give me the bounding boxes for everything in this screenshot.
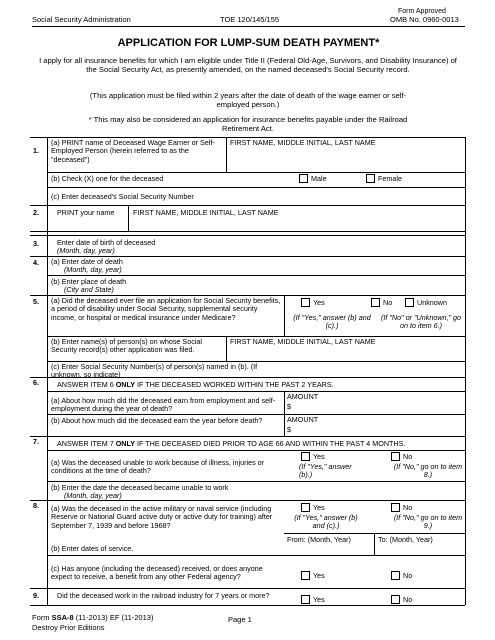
item-7a-yes-note: (If "Yes," answer (b).) — [299, 462, 352, 480]
other-record-name-field[interactable] — [227, 347, 464, 360]
form-rule — [47, 172, 465, 173]
page-title: APPLICATION FOR LUMP-SUM DEATH PAYMENT* — [117, 37, 380, 49]
form-rule — [284, 295, 285, 336]
footer-form-pre: Form — [32, 613, 52, 622]
service-from-field[interactable] — [285, 544, 373, 554]
item-7a-yes-checkbox[interactable] — [301, 452, 310, 461]
header-toe: TOE 120/145/155 — [220, 15, 280, 24]
service-to-field[interactable] — [375, 544, 464, 554]
female-label: Female — [378, 174, 402, 183]
item-4a-label: (a) Enter date of death — [51, 257, 123, 266]
item-7-instruction-pre: ANSWER ITEM 7 — [57, 439, 116, 448]
item-8c-label: (c) Has anyone (including the deceased) received, or does anyone expect to receive, a benefit from any other Federal agency? — [51, 564, 263, 582]
item-5a-unknown-label: Unknown — [417, 298, 447, 307]
form-rule — [30, 605, 465, 606]
form-rule — [30, 235, 465, 236]
applicant-name-field[interactable] — [129, 218, 464, 230]
header-rule — [32, 26, 465, 27]
intro-paragraph-3: * This may also be considered an application for insurance benefits payable under the Railroad Retirement Act. — [88, 115, 408, 133]
item-5a-yes-note: (If "Yes," answer (b) and (c).) — [293, 313, 371, 331]
item-8c-no-label: No — [403, 571, 413, 580]
item-6-instruction-only: ONLY — [115, 380, 136, 389]
item-8c-yes-checkbox[interactable] — [301, 571, 310, 580]
item-5a-yes-label: Yes — [313, 298, 325, 307]
item-6-number: 6. — [33, 378, 39, 387]
birth-date-field[interactable] — [240, 237, 464, 256]
form-rule — [30, 377, 465, 378]
item-5a-label: (a) Did the deceased ever file an application for Social Security benefits, a period of disability under Social Security, supplemental security income, or hospital or medical insurance under Medicare? — [51, 296, 281, 322]
footer-page: Page 1 — [228, 615, 252, 624]
item-8c-no-checkbox[interactable] — [391, 571, 400, 580]
item-7b-sub: (Month, day, year) — [64, 491, 122, 500]
item-8a-label: (a) Was the deceased in the active military or naval service (including Reserve or National Guard active duty or active duty for training) after September 7, 1939 and before 1968? — [51, 504, 273, 530]
item-9-number: 9. — [33, 591, 39, 600]
form-rule — [465, 137, 466, 605]
item-7a-no-note: (If "No," go on to item 8.) — [393, 462, 463, 480]
form-rule — [47, 391, 465, 392]
item-8a-yes-note: (If "Yes," answer (b) and (c).) — [294, 513, 358, 531]
deceased-name-field[interactable] — [227, 149, 464, 171]
item-7-instruction-post: IF THE DECEASED DIED PRIOR TO AGE 66 AND WITHIN THE PAST 4 MONTHS. — [135, 439, 406, 448]
item-7b-label: (b) Enter the date the deceased became unable to work — [51, 483, 229, 492]
item-9-yes-label: Yes — [313, 595, 325, 604]
item-6a-dollar: $ — [287, 402, 291, 411]
item-5a-no-note: (If "No" or "Unknown," go on to item 6.) — [380, 313, 462, 331]
item-6a-label: (a) About how much did the deceased earn from employment and self-employment during the year of death? — [51, 396, 276, 414]
service-to-label: To: (Month, Year) — [378, 535, 433, 544]
item-5a-unknown-checkbox[interactable] — [405, 298, 414, 307]
header-omb: OMB No. 0960-0013 — [390, 15, 459, 24]
item-3-number: 3. — [33, 239, 39, 248]
service-from-label: From: (Month, Year) — [287, 535, 351, 544]
item-1a-hint: FIRST NAME, MIDDLE INITIAL, LAST NAME — [230, 138, 376, 147]
item-9-label: Did the deceased work in the railroad industry for 7 years or more? — [57, 591, 270, 600]
item-5-number: 5. — [33, 297, 39, 306]
item-9-no-checkbox[interactable] — [391, 595, 400, 604]
item-4a-sub: (Month, day, year) — [64, 265, 122, 274]
item-6b-label: (b) About how much did the deceased earn the year before death? — [51, 416, 263, 425]
item-4b-sub: (City and State) — [64, 285, 114, 294]
item-7-instruction-only: ONLY — [115, 439, 136, 448]
item-6-instruction — [57, 381, 334, 389]
death-place-field[interactable] — [240, 276, 464, 294]
item-4b-label: (b) Enter place of death — [51, 277, 127, 286]
item-8a-no-label: No — [403, 503, 413, 512]
item-7a-no-checkbox[interactable] — [391, 452, 400, 461]
earnings-year-before-death-field[interactable] — [294, 424, 464, 435]
item-2-number: 2. — [33, 208, 39, 217]
item-7-number: 7. — [33, 437, 39, 446]
item-5b-hint: FIRST NAME, MIDDLE INITIAL, LAST NAME — [230, 337, 376, 346]
form-rule — [47, 137, 48, 605]
other-record-ssn-field[interactable] — [285, 362, 464, 376]
form-rule — [30, 231, 465, 232]
form-rule — [30, 588, 465, 589]
item-1c-label: (c) Enter deceased's Social Security Number — [51, 192, 194, 201]
form-rule — [47, 555, 465, 556]
item-9-yes-checkbox[interactable] — [301, 595, 310, 604]
item-3-sub: (Month, day, year) — [57, 246, 115, 255]
item-5b-label: (b) Enter name(s) of person(s) on whose Social Security record(s) other application was filed. — [51, 337, 203, 355]
item-1a-label: (a) PRINT name of Deceased Wage Earner or Self-Employed Person (herein referred to as the "deceased") — [51, 138, 215, 164]
item-1b-label: (b) Check (X) one for the deceased — [51, 174, 164, 183]
item-6a-amount-label: AMOUNT — [287, 392, 319, 401]
item-8c-yes-label: Yes — [313, 571, 325, 580]
item-7a-no-label: No — [403, 452, 413, 461]
intro-paragraph-1: I apply for all insurance benefits for which I am eligible under Title II (Federal Old-Age, Survivors, and Disability Insurance) of the Social Security Act, as presently amended, on the named deceased's Social Security record. — [39, 56, 457, 74]
item-8a-no-note: (If "No," go on to item 9.) — [393, 513, 463, 531]
item-5c-label: (c) Enter Social Security Number(s) of person(s) named in (b). (If unknown, so indicate) — [51, 362, 258, 380]
item-5a-yes-checkbox[interactable] — [301, 298, 310, 307]
item-6-instruction-post: IF THE DECEASED WORKED WITHIN THE PAST 2 YEARS. — [135, 380, 334, 389]
item-7-instruction — [57, 440, 405, 448]
footer-form-post: (11-2013) EF (11-2013) — [73, 613, 154, 622]
header-approved: Form Approved — [398, 8, 446, 15]
item-6b-amount-label: AMOUNT — [287, 415, 319, 424]
form-rule — [30, 500, 465, 501]
death-date-field[interactable] — [240, 257, 464, 274]
male-label: Male — [311, 174, 327, 183]
item-1-number: 1. — [33, 146, 39, 155]
footer-destroy: Destroy Prior Editions — [32, 623, 105, 632]
intro-paragraph-2: (This application must be filed within 2 years after the date of death of the wage earner or self-employed person.) — [89, 91, 407, 109]
form-rule — [47, 187, 465, 188]
item-3-label: Enter date of birth of deceased — [57, 238, 156, 247]
item-8a-yes-checkbox[interactable] — [301, 503, 310, 512]
item-7a-label: (a) Was the deceased unable to work because of illness, injuries or conditions at the time of death? — [51, 458, 265, 476]
earnings-year-of-death-field[interactable] — [294, 401, 464, 412]
item-8b-label: (b) Enter dates of service. — [51, 544, 134, 553]
header-agency: Social Security Administration — [32, 15, 131, 24]
unable-to-work-date-field[interactable] — [285, 482, 464, 499]
item-4-number: 4. — [33, 258, 39, 267]
footer-form-number: SSA-8 — [51, 613, 74, 622]
footer-form-id — [32, 614, 153, 623]
item-8a-no-checkbox[interactable] — [391, 503, 400, 512]
item-5a-no-label: No — [383, 298, 393, 307]
item-5a-no-checkbox[interactable] — [371, 298, 380, 307]
female-checkbox[interactable] — [366, 174, 375, 183]
form-rule — [47, 414, 465, 415]
form-rule — [30, 436, 465, 437]
item-9-no-label: No — [403, 595, 413, 604]
item-6b-dollar: $ — [287, 425, 291, 434]
item-7a-yes-label: Yes — [313, 452, 325, 461]
item-8-number: 8. — [33, 501, 39, 510]
item-2-hint: FIRST NAME, MIDDLE INITIAL, LAST NAME — [133, 208, 279, 217]
form-rule — [30, 205, 465, 206]
item-2-label: PRINT your name — [57, 208, 115, 217]
item-6-instruction-pre: ANSWER ITEM 6 — [57, 380, 116, 389]
item-8a-yes-label: Yes — [313, 503, 325, 512]
deceased-ssn-field[interactable] — [240, 189, 464, 203]
form-rule — [47, 450, 465, 451]
male-checkbox[interactable] — [299, 174, 308, 183]
